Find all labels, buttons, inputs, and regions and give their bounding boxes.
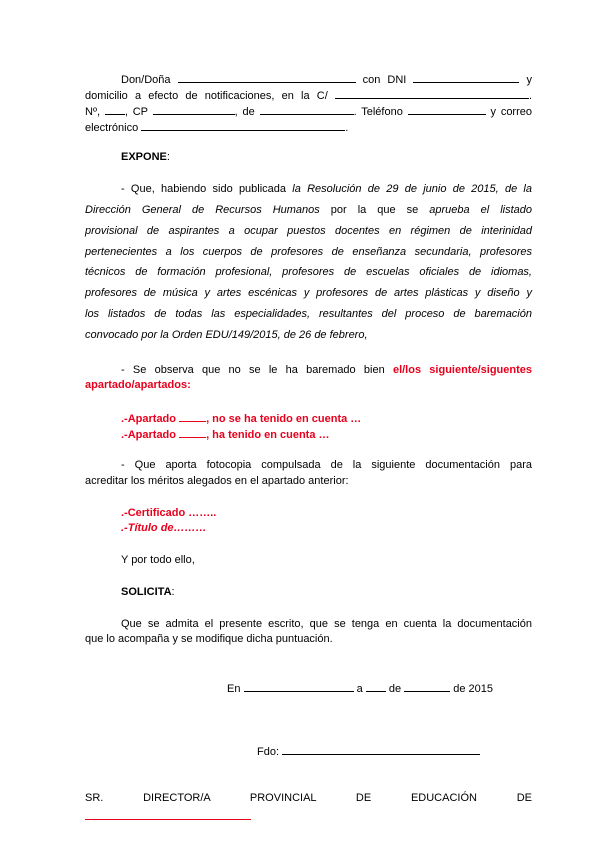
p2-text: - Se observa que no se le ha baremado bien xyxy=(121,364,385,376)
p1-line-8: convocado por la Orden EDU/149/2015, de 26 de febrero, xyxy=(85,329,368,341)
field-place[interactable] xyxy=(244,680,354,692)
p2-line-1 xyxy=(121,363,532,377)
label-y: y xyxy=(526,74,532,86)
date-a: a xyxy=(356,683,363,695)
p1-italic: Dirección General de Recursos Humanos xyxy=(85,204,320,216)
addressee-word: PROVINCIAL xyxy=(249,792,317,804)
apartado-2-field[interactable] xyxy=(179,426,206,438)
header-line-1 xyxy=(121,71,532,87)
p1-italic: aprueba el listado xyxy=(429,204,533,216)
apartado-text: , no se ha tenido en cuenta … xyxy=(206,413,362,425)
colon: : xyxy=(166,151,170,163)
field-cp[interactable] xyxy=(153,103,235,115)
field-dni[interactable] xyxy=(413,71,519,83)
p1-italic: la Resolución de 29 de junio de 2015, de la xyxy=(292,183,532,195)
expone-title: EXPONE xyxy=(121,151,167,163)
p4-line-2: que lo acompaña y se modifique dicha puntuación. xyxy=(85,633,333,645)
label-email: y correo xyxy=(490,106,532,118)
p3-line-2: acreditar los méritos alegados en el apartado anterior: xyxy=(85,475,349,487)
field-name[interactable] xyxy=(178,71,356,83)
field-email[interactable] xyxy=(141,119,345,131)
doc-titulo: .-Título de……… xyxy=(121,522,207,534)
p1-line-3: provisional de aspirantes a ocupar puestos docentes en régimen de interinidad xyxy=(85,225,532,237)
label-name: Don/Doña xyxy=(121,74,171,86)
label-cp: , CP xyxy=(124,106,148,118)
label-city: , de xyxy=(234,106,255,118)
p1-line-2 xyxy=(85,203,532,217)
field-street[interactable] xyxy=(335,87,529,99)
addressee-word: DIRECTOR/A xyxy=(143,792,211,804)
p4-line-1: Que se admita el presente escrito, que se tenga en cuenta la documentación xyxy=(121,618,532,630)
date-en: En xyxy=(227,683,241,695)
por-todo-ello: Y por todo ello, xyxy=(121,554,195,566)
apartado-1-field[interactable] xyxy=(179,410,206,422)
apartado-text: , ha tenido en cuenta … xyxy=(206,429,330,441)
field-province[interactable] xyxy=(85,819,251,820)
addressee-word: SR. xyxy=(85,792,104,804)
label-electronico: electrónico xyxy=(85,122,139,134)
p1-line-7: los listados de todas las especialidades, resultantes del proceso de baremación xyxy=(85,308,532,320)
p2-line-2: apartado/apartados: xyxy=(85,379,191,391)
p2-red: el/los siguiente/siguentes xyxy=(392,364,533,376)
p1-text: por la que se xyxy=(330,204,419,216)
p1-text: - Que, habiendo sido publicada xyxy=(121,183,287,195)
field-city[interactable] xyxy=(260,103,354,115)
colon: : xyxy=(171,586,175,598)
signature-label: Fdo: xyxy=(257,746,280,758)
doc-certificado: .-Certificado …….. xyxy=(121,507,217,519)
header-line-3 xyxy=(85,103,532,119)
addressee-word: DE xyxy=(355,792,372,804)
addressee-line xyxy=(85,791,532,805)
solicita-heading xyxy=(121,585,568,599)
header-line-2 xyxy=(85,87,532,103)
label-dni: con DNI xyxy=(362,74,407,86)
field-number[interactable] xyxy=(105,103,125,115)
signature-line xyxy=(257,743,497,759)
date-year: de 2015 xyxy=(453,683,493,695)
p3-line-1: - Que aporta fotocopia compulsada de la siguiente documentación para xyxy=(121,459,532,471)
p1-line-4: pertenecientes a los cuerpos de profesores de enseñanza secundaria, profesores xyxy=(85,246,532,258)
header-line-4 xyxy=(85,119,532,135)
apartado-label: .-Apartado xyxy=(121,413,176,425)
addressee-word: DE xyxy=(516,792,533,804)
period: . xyxy=(528,90,532,102)
apartado-2 xyxy=(121,426,568,442)
date-de: de xyxy=(388,683,402,695)
field-month[interactable] xyxy=(404,680,450,692)
label-phone: . Teléfono xyxy=(353,106,403,118)
field-signature[interactable] xyxy=(282,743,480,755)
p1-line-1 xyxy=(121,182,532,196)
label-number: Nº, xyxy=(85,106,101,118)
expone-heading xyxy=(121,150,568,164)
period: . xyxy=(345,122,349,134)
field-phone[interactable] xyxy=(408,103,486,115)
label-domicilio: domicilio a efecto de notificaciones, en la C/ xyxy=(85,90,328,102)
apartado-label: .-Apartado xyxy=(121,429,176,441)
apartado-1 xyxy=(121,410,568,426)
field-day[interactable] xyxy=(366,680,386,692)
p1-line-6: profesores de música y artes escénicas y profesores de artes plásticas y diseño y xyxy=(85,287,532,299)
solicita-title: SOLICITA xyxy=(121,586,172,598)
addressee-word: EDUCACIÓN xyxy=(410,792,477,804)
date-line xyxy=(227,680,527,696)
p1-line-5: técnicos de formación profesional, profesores de escuelas oficiales de idiomas, xyxy=(85,266,532,278)
